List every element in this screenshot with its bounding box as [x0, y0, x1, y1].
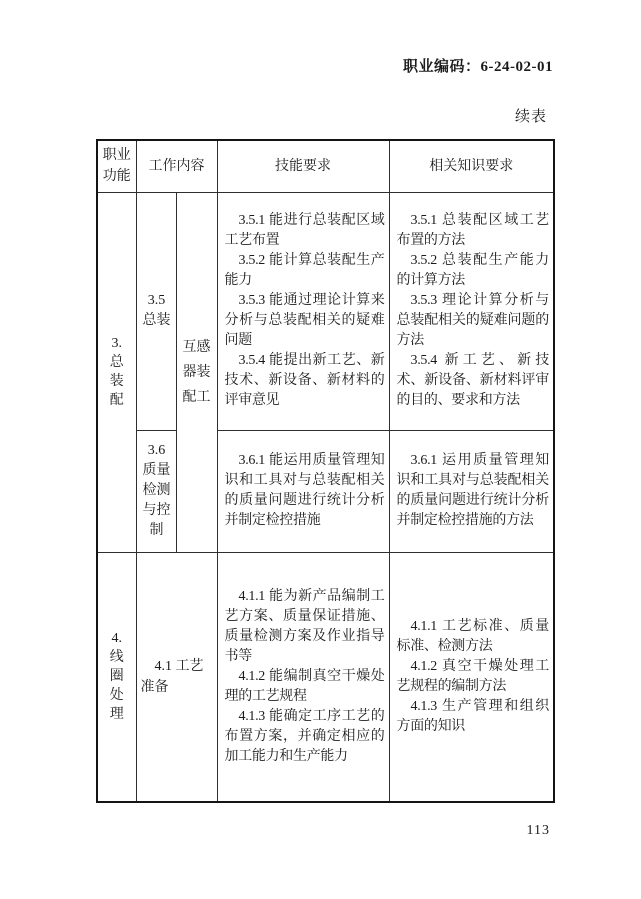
row-4-1: [97, 552, 554, 802]
knowledge-item: 3.5.4 新工艺、新技术、新设备、新材料评审的目的、要求和方法: [396, 353, 549, 408]
col-header-function: 职业功能: [97, 140, 136, 192]
work-label: 3.6 质量检测与控制: [142, 443, 171, 538]
row-3-5: [97, 192, 554, 430]
skill-item: 3.5.3 能通过理论计算来分析与总装配相关的疑难问题: [224, 293, 385, 348]
page-number: 113: [526, 823, 550, 838]
work-label: 3.5 总装: [142, 293, 171, 328]
work-cell-3-5: [136, 192, 176, 430]
work-label: 4.1 工艺准备: [140, 658, 204, 695]
knowledge-cell-3-5: [389, 192, 554, 430]
skill-item: 4.1.2 能编制真空干燥处理的工艺规程: [224, 668, 385, 704]
continued-table-label: 续表: [514, 109, 547, 125]
knowledge-item: 3.5.3 理论计算分析与总装配相关的疑难问题的方法: [396, 293, 549, 348]
knowledge-item: 3.5.2 总装配生产能力的计算方法: [396, 253, 549, 288]
occupation-cell: [176, 192, 217, 552]
function-cell-assembly: [97, 192, 136, 552]
knowledge-cell-4-1: [389, 552, 554, 802]
knowledge-item: 3.5.1 总装配区域工艺布置的方法: [396, 213, 549, 248]
occupation-label: 互感器装配工: [182, 339, 211, 405]
knowledge-item: 3.6.1 运用质量管理知识和工具对与总装配相关的质量问题进行统计分析并制定检控措施的方法: [396, 453, 549, 528]
col-header-skills: 技能要求: [217, 140, 389, 192]
col-header-knowledge: 相关知识要求: [389, 140, 554, 192]
skill-item: 4.1.1 能为新产品编制工艺方案、质量保证措施、质量检测方案及作业指导书等: [224, 588, 385, 664]
function-label: 3. 总装配: [109, 336, 124, 408]
work-cell-3-6: [136, 430, 176, 552]
row-3-6: [97, 430, 554, 552]
skill-item: 3.5.4 能提出新工艺、新技术、新设备、新材料的评审意见: [224, 353, 385, 408]
table-header-row: [97, 140, 554, 192]
skills-cell-3-5: [217, 192, 389, 430]
skills-cell-4-1: [217, 552, 389, 802]
skill-item: 4.1.3 能确定工序工艺的布置方案，并确定相应的加工能力和生产能力: [224, 708, 385, 764]
skill-item: 3.6.1 能运用质量管理知识和工具对与总装配相关的质量问题进行统计分析并制定检控措施: [224, 453, 385, 528]
knowledge-item: 4.1.1 工艺标准、质量标准、检测方法: [396, 618, 549, 654]
skill-item: 3.5.1 能进行总装配区域工艺布置: [224, 213, 385, 248]
knowledge-item: 4.1.2 真空干燥处理工艺规程的编制方法: [396, 658, 549, 694]
function-label: 4. 线圈处理: [109, 631, 124, 723]
knowledge-item: 4.1.3 生产管理和组织方面的知识: [396, 698, 549, 734]
skill-item: 3.5.2 能计算总装配生产能力: [224, 253, 385, 288]
skills-cell-3-6: [217, 430, 389, 552]
occupation-code: 职业编码：6-24-02-01: [403, 59, 553, 75]
work-cell-4-1: [136, 552, 217, 802]
requirements-table: [96, 139, 555, 803]
col-header-work: 工作内容: [136, 140, 217, 192]
knowledge-cell-3-6: [389, 430, 554, 552]
function-cell-coil: [97, 552, 136, 802]
